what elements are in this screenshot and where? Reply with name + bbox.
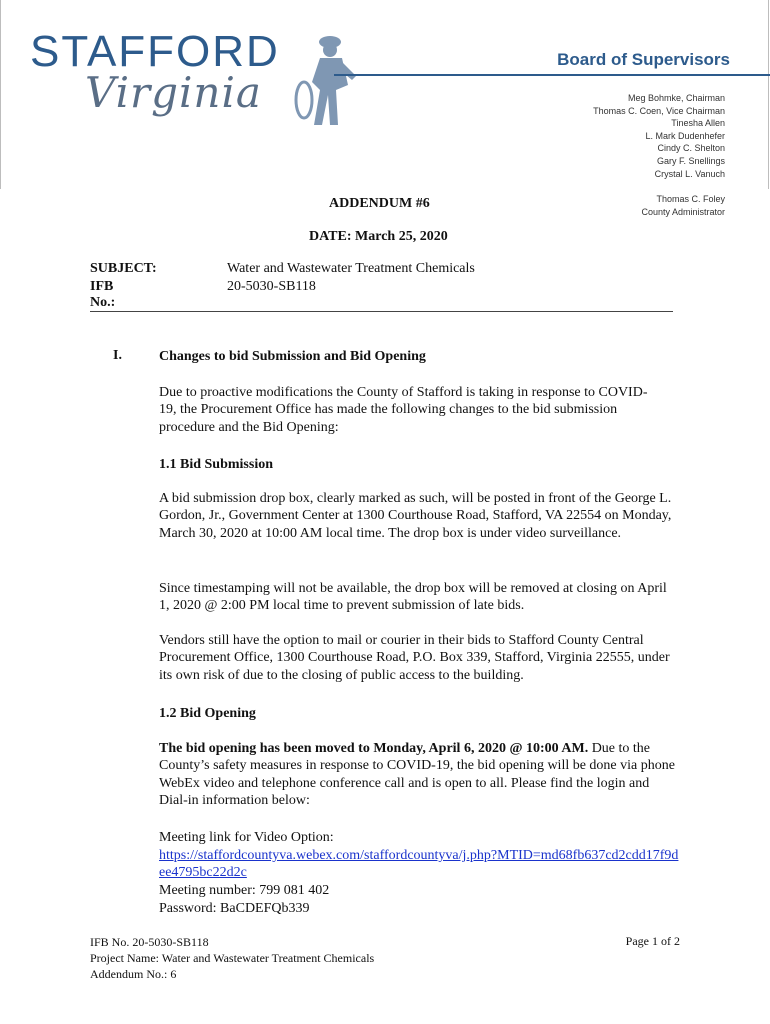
page-footer (90, 934, 374, 982)
board-member: Gary F. Snellings (656, 155, 725, 166)
ifb-label: IFB No.: (90, 279, 116, 310)
board-member: Thomas C. Coen, Vice Chairman (593, 105, 725, 116)
bid-opening-date-statement: The bid opening has been moved to Monday, April 6, 2020 @ 10:00 AM. (159, 741, 589, 756)
bid-opening-paragraph (159, 740, 679, 810)
footer-project-name: Project Name: Water and Wastewater Treatment Chemicals (90, 951, 375, 965)
board-member: Cindy C. Shelton (657, 143, 725, 154)
bid-submission-paragraph-1: A bid submission drop box, clearly marked as such, will be posted in front of the George L. Gordon, Jr., Government Center at 1300 Courthouse Road, Stafford, VA 22554 on Monday, March 30, 2020 at 10:00 AM local time. The drop box is under video surveillance. (159, 491, 672, 541)
board-member: Tinesha Allen (671, 118, 725, 129)
page-edge-right (768, 0, 769, 189)
section-number: I. (113, 348, 122, 363)
logo-stafford-text: STAFFORD (30, 27, 280, 76)
footer-addendum-number: Addendum No.: 6 (90, 967, 177, 981)
webex-meeting-link[interactable]: https://staffordcountyva.webex.com/staffordcountyva/j.php?MTID=md68fb637cd2cdd17f9dee4795bc22d2c (159, 848, 679, 881)
colonial-figure-icon (292, 30, 362, 130)
ifb-value: 20-5030-SB118 (227, 279, 316, 294)
subsection-bid-submission-title: 1.1 Bid Submission (159, 457, 273, 472)
meeting-number: Meeting number: 799 081 402 (159, 883, 330, 898)
board-member: Crystal L. Vanuch (654, 168, 725, 179)
addendum-title: ADDENDUM #6 (329, 196, 430, 211)
section-title: Changes to bid Submission and Bid Opening (159, 349, 426, 364)
administrator-name: Thomas C. Foley (656, 194, 725, 204)
footer-ifb: IFB No. 20-5030-SB118 (90, 935, 209, 949)
header-divider (90, 311, 673, 312)
board-title: Board of Supervisors (557, 50, 730, 69)
logo-virginia-text: Virginia (85, 68, 262, 117)
stafford-virginia-logo (30, 27, 340, 130)
county-administrator (641, 193, 725, 219)
board-member-list (593, 92, 725, 180)
meeting-password: Password: BaCDEFQb339 (159, 901, 310, 916)
section-intro: Due to proactive modifications the County of Stafford is taking in response to COVID-19, the Procurement Office has made the following changes to the bid submission procedure and the Bid Opening: (159, 385, 648, 435)
meeting-link-label: Meeting link for Video Option: (159, 830, 334, 845)
page-number: Page 1 of 2 (625, 934, 680, 948)
board-member: Meg Bohmke, Chairman (627, 93, 725, 103)
administrator-title: County Administrator (641, 207, 725, 217)
bid-submission-paragraph-3: Vendors still have the option to mail or courier in their bids to Stafford County Central Procurement Office, 1300 Courthouse Road, P.O. Box 339, Stafford, Virginia 22555, under its own risk of due to the closing of public access to the building. (159, 633, 670, 683)
bid-opening-details: Due to the County’s safety measures in response to COVID-19, the bid opening will be done via phone WebEx video and telephone conference call and is open to all. Please find the login and Dial-in information below: (159, 741, 675, 809)
subject-value: Water and Wastewater Treatment Chemicals (227, 261, 475, 276)
letterhead-rule (334, 74, 770, 76)
subsection-bid-opening-title: 1.2 Bid Opening (159, 706, 256, 721)
board-member: L. Mark Dudenhefer (645, 130, 725, 141)
page-edge-left (0, 0, 1, 189)
bid-submission-paragraph-2: Since timestamping will not be available, the drop box will be removed at closing on April 1, 2020 @ 2:00 PM local time to prevent submission of late bids. (159, 581, 667, 614)
document-date: DATE: March 25, 2020 (309, 229, 448, 244)
subject-label: SUBJECT: (90, 261, 157, 276)
